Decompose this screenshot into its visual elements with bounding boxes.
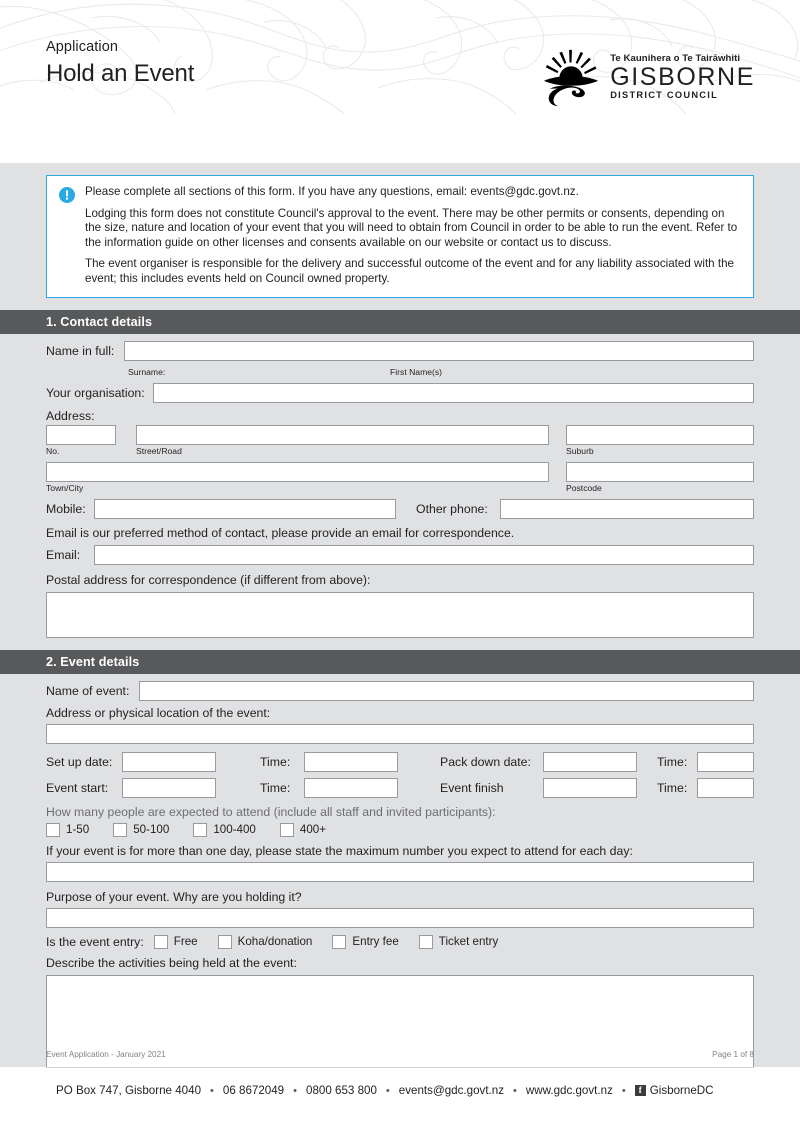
contact-email[interactable]: events@gdc.govt.nz <box>398 1084 505 1097</box>
checkbox-100-400[interactable] <box>193 823 207 837</box>
attendance-option-1-50-label: 1-50 <box>66 823 90 837</box>
section-1-body <box>0 334 800 638</box>
checkbox-400-plus[interactable] <box>280 823 294 837</box>
multiday-attendance-input[interactable] <box>46 862 754 882</box>
info-notice-box <box>46 175 754 298</box>
address-postcode-input[interactable] <box>566 462 754 482</box>
separator-dot-2: • <box>293 1084 297 1097</box>
surname-sublabel: Surname: <box>128 366 166 377</box>
organisation-label: Your organisation: <box>46 385 145 400</box>
event-start-label: Event start: <box>46 780 109 795</box>
packdown-time-input[interactable] <box>697 752 754 772</box>
checkbox-free[interactable] <box>154 935 168 949</box>
setup-time-label: Time: <box>260 754 291 769</box>
logo-council-name: GISBORNE <box>610 63 755 92</box>
packdown-date-input[interactable] <box>543 752 637 772</box>
page-header <box>0 0 800 163</box>
postal-address-label: Postal address for correspondence (if different from above): <box>46 572 371 587</box>
section-2-body <box>0 674 800 1078</box>
attendance-options-row <box>46 823 754 837</box>
event-start-input[interactable] <box>122 778 216 798</box>
address-number-input[interactable] <box>46 425 116 445</box>
address-line-2-sublabels <box>46 483 754 495</box>
address-postcode-sublabel: Postcode <box>566 482 602 493</box>
address-suburb-input[interactable] <box>566 425 754 445</box>
entry-type-label: Is the event entry: <box>46 934 144 949</box>
attendance-option-400-plus[interactable] <box>280 823 326 837</box>
email-row <box>46 545 754 565</box>
attendance-option-50-100[interactable] <box>113 823 169 837</box>
gisborne-district-council-logo <box>540 46 755 108</box>
bottom-divider <box>46 1067 754 1068</box>
separator-dot-5: • <box>621 1084 626 1097</box>
event-finish-label: Event finish <box>440 780 504 795</box>
address-number-sublabel: No. <box>46 445 60 456</box>
mobile-label: Mobile: <box>46 501 86 516</box>
event-start-finish-row <box>46 778 754 798</box>
bottom-contact-bar <box>0 1067 800 1130</box>
address-line-2-row <box>46 462 754 482</box>
name-sublabels-row <box>46 367 754 379</box>
email-input[interactable] <box>94 545 754 565</box>
contact-postal-address: PO Box 747, Gisborne 4040 <box>56 1084 202 1097</box>
postal-address-textarea[interactable] <box>46 592 754 638</box>
event-location-label: Address or physical location of the event: <box>46 705 271 720</box>
event-name-row <box>46 681 754 701</box>
address-town-city-input[interactable] <box>46 462 549 482</box>
entry-option-entry-fee[interactable] <box>332 935 398 949</box>
first-name-sublabel: First Name(s) <box>390 366 443 377</box>
entry-option-koha[interactable] <box>218 935 313 949</box>
event-finish-time-label: Time: <box>657 780 688 795</box>
page-footer <box>46 1050 754 1059</box>
info-paragraph-1: Please complete all sections of this form. If you have any questions, email: events@gdc.govt.nz. <box>85 185 579 198</box>
organisation-input[interactable] <box>153 383 754 403</box>
entry-option-entry-fee-label: Entry fee <box>352 935 399 949</box>
info-paragraph-3: The event organiser is responsible for the delivery and successful outcome of the event and for any liability associated with the event; this includes events held on Council owned property. <box>85 257 734 285</box>
info-exclamation-icon <box>59 187 75 203</box>
attendance-option-400-plus-label: 400+ <box>299 823 327 837</box>
section-header-event-details: 2. Event details <box>0 650 800 674</box>
event-purpose-label: Purpose of your event. Why are you holding it? <box>46 889 302 904</box>
bottom-contact-list <box>56 1084 714 1097</box>
event-location-input[interactable] <box>46 724 754 744</box>
logo-council-subtitle: DISTRICT COUNCIL <box>610 90 719 101</box>
event-finish-time-input[interactable] <box>697 778 754 798</box>
multiday-attendance-label: If your event is for more than one day, please state the maximum number you expect to attend for each day: <box>46 843 633 858</box>
mobile-input[interactable] <box>94 499 396 519</box>
separator-dot-4: • <box>513 1084 517 1097</box>
attendance-option-50-100-label: 50-100 <box>133 823 170 837</box>
activities-label: Describe the activities being held at the event: <box>46 955 297 970</box>
application-kicker: Application <box>46 39 119 55</box>
address-street-sublabel: Street/Road <box>136 445 182 456</box>
event-purpose-input[interactable] <box>46 908 754 928</box>
other-phone-input[interactable] <box>500 499 754 519</box>
address-label: Address: <box>46 408 95 423</box>
address-line-1-row <box>46 425 754 445</box>
email-label: Email: <box>46 547 81 562</box>
name-in-full-row <box>46 341 754 361</box>
event-finish-input[interactable] <box>543 778 637 798</box>
checkbox-entry-fee[interactable] <box>332 935 346 949</box>
event-start-time-label: Time: <box>260 780 291 795</box>
event-name-input[interactable] <box>139 681 754 701</box>
attendance-option-100-400[interactable] <box>193 823 256 837</box>
address-suburb-sublabel: Suburb <box>566 445 594 456</box>
gisborne-sun-river-icon <box>540 46 602 108</box>
separator-dot-3: • <box>385 1084 390 1097</box>
packdown-date-label: Pack down date: <box>440 754 531 769</box>
checkbox-1-50[interactable] <box>46 823 60 837</box>
address-line-1-sublabels <box>46 446 754 458</box>
entry-type-row <box>46 935 754 949</box>
setup-packdown-row <box>46 752 754 772</box>
header-titles <box>46 38 194 89</box>
packdown-time-label: Time: <box>657 754 688 769</box>
entry-option-free[interactable] <box>154 935 198 949</box>
attendance-question-label: How many people are expected to attend (include all staff and invited participants): <box>46 804 496 819</box>
other-phone-label: Other phone: <box>416 501 488 516</box>
setup-date-label: Set up date: <box>46 754 113 769</box>
info-notice-text <box>85 185 741 287</box>
entry-option-koha-label: Koha/donation <box>237 935 313 949</box>
attendance-option-100-400-label: 100-400 <box>213 823 256 837</box>
page-footer-right: Page 1 of 8 <box>712 1050 754 1059</box>
separator-dot-1: • <box>210 1084 214 1097</box>
logo-maori-name: Te Kaunihera o Te Tairāwhiti <box>610 52 741 64</box>
phone-row <box>46 499 754 519</box>
info-paragraph-2: Lodging this form does not constitute Council's approval to the event. There may be other permits or consents, depending on the size, nature and location of your event that you will need to obtain from Council in order to be able to run the event. Refer to the information guide on other licenses and consents available on our website or contact us to discuss. <box>85 206 738 249</box>
page-footer-left: Event Application - January 2021 <box>46 1050 166 1059</box>
entry-option-ticket-entry-label: Ticket entry <box>438 935 499 949</box>
checkbox-50-100[interactable] <box>113 823 127 837</box>
checkbox-ticket-entry[interactable] <box>419 935 433 949</box>
setup-date-input[interactable] <box>122 752 216 772</box>
form-body <box>0 163 800 1067</box>
section-header-contact-details: 1. Contact details <box>0 310 800 334</box>
contact-website[interactable]: www.gdc.govt.nz <box>525 1084 613 1097</box>
contact-facebook-handle[interactable]: GisborneDC <box>649 1084 714 1097</box>
page-title: Hold an Event <box>46 60 195 87</box>
name-in-full-label: Name in full: <box>46 343 115 358</box>
name-in-full-input[interactable] <box>124 341 754 361</box>
email-preference-note: Email is our preferred method of contact, please provide an email for correspondence. <box>46 525 515 540</box>
entry-option-free-label: Free <box>173 935 198 949</box>
facebook-icon[interactable]: f <box>635 1085 646 1096</box>
contact-phone[interactable]: 06 8672049 <box>222 1084 285 1097</box>
address-town-city-sublabel: Town/City <box>46 482 84 493</box>
activities-textarea[interactable] <box>46 975 754 1078</box>
address-street-input[interactable] <box>136 425 549 445</box>
event-name-label: Name of event: <box>46 683 130 698</box>
setup-time-input[interactable] <box>304 752 398 772</box>
checkbox-koha-donation[interactable] <box>218 935 232 949</box>
entry-option-ticket-entry[interactable] <box>419 935 499 949</box>
event-start-time-input[interactable] <box>304 778 398 798</box>
organisation-row <box>46 383 754 403</box>
attendance-option-1-50[interactable] <box>46 823 89 837</box>
contact-freephone[interactable]: 0800 653 800 <box>306 1084 377 1097</box>
